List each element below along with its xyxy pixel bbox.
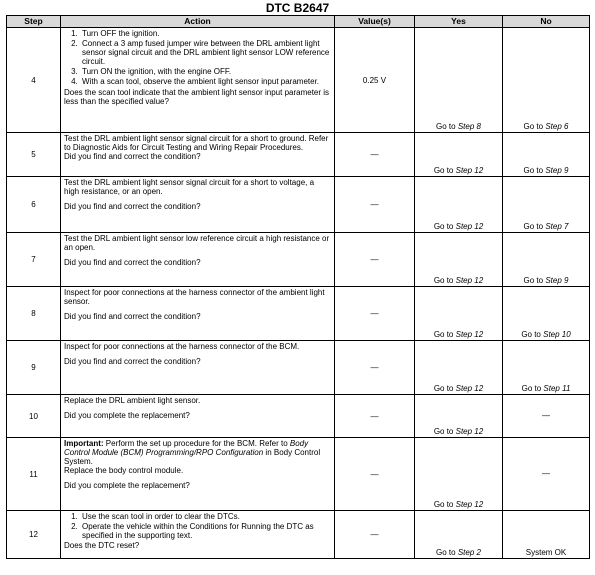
step-number: 8 <box>7 287 61 341</box>
table-row <box>7 287 590 341</box>
column-header-yes: Yes <box>415 16 503 28</box>
action-question: Did you complete the replacement? <box>64 481 190 490</box>
action-list-item: 3. Turn ON the ignition, with the engine OFF. <box>80 67 331 76</box>
step-number: 11 <box>7 438 61 511</box>
action-question: Did you find and correct the condition? <box>64 312 201 321</box>
yes-step-link[interactable]: Step 8 <box>457 122 481 131</box>
yes-prefix: Go to <box>433 166 456 175</box>
page-title: DTC B2647 <box>265 1 330 15</box>
no-step-link[interactable]: Step 9 <box>545 166 569 175</box>
action-list-item: 1. Use the scan tool in order to clear the DTCs. <box>80 512 331 521</box>
yes-cell <box>415 341 503 395</box>
yes-cell <box>415 438 503 511</box>
no-prefix: Go to <box>523 276 546 285</box>
no-step-link[interactable]: Step 10 <box>543 330 571 339</box>
table-header-row <box>7 16 590 28</box>
no-step-link[interactable]: Step 11 <box>543 384 571 393</box>
value-cell: — <box>335 438 415 511</box>
value-cell: 0.25 V <box>335 28 415 133</box>
action-cell <box>61 28 335 133</box>
yes-step-link[interactable]: Step 12 <box>455 166 484 175</box>
yes-prefix: Go to <box>433 427 456 436</box>
yes-cell <box>415 287 503 341</box>
yes-prefix: Go to <box>436 548 458 557</box>
no-prefix: Go to <box>523 166 546 175</box>
action-cell <box>61 395 335 438</box>
action-list <box>64 512 331 540</box>
no-cell <box>503 341 590 395</box>
yes-prefix: Go to <box>433 500 456 509</box>
important-text: in Body Control System. <box>64 448 321 466</box>
value-cell: — <box>335 177 415 233</box>
action-list-item: 2. Operate the vehicle within the Conditions for Running the DTC as specified in the supporting text. <box>80 522 331 540</box>
no-prefix: Go to <box>521 384 544 393</box>
column-header-value: Value(s) <box>335 16 415 28</box>
yes-step-link[interactable]: Step 12 <box>455 222 484 231</box>
table-row <box>7 177 590 233</box>
action-question: Did you find and correct the condition? <box>64 202 201 211</box>
action-list-item: 4. With a scan tool, observe the ambient light sensor input parameter. <box>80 77 331 86</box>
yes-prefix: Go to <box>433 276 456 285</box>
yes-cell <box>415 177 503 233</box>
yes-prefix: Go to <box>433 222 456 231</box>
no-prefix: Go to <box>523 122 546 131</box>
action-question: Did you find and correct the condition? <box>64 357 201 366</box>
important-note <box>64 439 331 466</box>
yes-prefix: Go to <box>436 122 458 131</box>
action-cell <box>61 177 335 233</box>
bcm-programming-link[interactable]: Body Control Module (BCM) Programming/RPO Configuration <box>64 439 309 457</box>
value-cell: — <box>335 341 415 395</box>
table-row <box>7 133 590 177</box>
yes-step-link[interactable]: Step 12 <box>455 330 484 339</box>
value-cell: — <box>335 133 415 177</box>
no-step-link[interactable]: Step 6 <box>545 122 569 131</box>
action-text: Replace the DRL ambient light sensor. <box>64 396 201 405</box>
action-text: Test the DRL ambient light sensor signal circuit for a short to ground. Refer to Diagnostic Aids for Circuit Testing and Wiring Repair Procedures. <box>64 134 329 152</box>
no-cell: — <box>503 395 590 438</box>
action-list-item: 2. Connect a 3 amp fused jumper wire between the DRL ambient light sensor signal circuit and the DRL ambient light sensor LOW reference circuit. <box>80 39 331 66</box>
step-number: 9 <box>7 341 61 395</box>
step-number: 10 <box>7 395 61 438</box>
action-cell <box>61 438 335 511</box>
important-text: Perform the set up procedure for the BCM. Refer to <box>103 439 290 448</box>
yes-cell <box>415 395 503 438</box>
yes-step-link[interactable]: Step 2 <box>457 548 481 557</box>
value-cell: — <box>335 511 415 559</box>
action-question: Did you find and correct the condition? <box>64 152 201 161</box>
table-row <box>7 395 590 438</box>
no-cell <box>503 287 590 341</box>
action-cell <box>61 287 335 341</box>
action-text: Replace the body control module. <box>64 466 184 475</box>
action-list-item: 1. Turn OFF the ignition. <box>80 29 331 38</box>
no-cell <box>503 28 590 133</box>
step-number: 12 <box>7 511 61 559</box>
action-question: Did you find and correct the condition? <box>64 258 201 267</box>
column-header-action: Action <box>61 16 335 28</box>
step-number: 7 <box>7 233 61 287</box>
important-label: Important: <box>64 439 104 448</box>
step-number: 5 <box>7 133 61 177</box>
no-prefix: Go to <box>521 330 544 339</box>
yes-cell <box>415 511 503 559</box>
diagnostic-table <box>6 15 590 559</box>
column-header-no: No <box>503 16 590 28</box>
column-header-step: Step <box>7 16 61 28</box>
action-cell <box>61 133 335 177</box>
yes-step-link[interactable]: Step 12 <box>455 500 484 509</box>
no-cell: System OK <box>503 511 590 559</box>
yes-step-link[interactable]: Step 12 <box>455 276 484 285</box>
action-question: Does the scan tool indicate that the ambient light sensor input parameter is less than the specified value? <box>64 88 330 106</box>
yes-prefix: Go to <box>433 384 456 393</box>
no-step-link[interactable]: Step 7 <box>545 222 569 231</box>
table-row <box>7 341 590 395</box>
value-cell: — <box>335 395 415 438</box>
no-prefix: Go to <box>523 222 546 231</box>
table-row <box>7 233 590 287</box>
yes-cell <box>415 28 503 133</box>
yes-step-link[interactable]: Step 12 <box>455 427 484 436</box>
no-step-link[interactable]: Step 9 <box>545 276 569 285</box>
yes-prefix: Go to <box>433 330 456 339</box>
yes-cell <box>415 133 503 177</box>
table-row <box>7 438 590 511</box>
action-cell <box>61 511 335 559</box>
table-row <box>7 28 590 133</box>
no-cell <box>503 177 590 233</box>
table-row <box>7 511 590 559</box>
value-cell: — <box>335 233 415 287</box>
no-cell: — <box>503 438 590 511</box>
action-cell <box>61 341 335 395</box>
step-number: 6 <box>7 177 61 233</box>
action-list <box>64 29 331 86</box>
action-cell <box>61 233 335 287</box>
action-text: Test the DRL ambient light sensor low reference circuit a high resistance or an open. <box>64 234 330 252</box>
value-cell: — <box>335 287 415 341</box>
no-cell <box>503 233 590 287</box>
action-question: Does the DTC reset? <box>64 541 140 550</box>
yes-step-link[interactable]: Step 12 <box>455 384 484 393</box>
action-question: Did you complete the replacement? <box>64 411 190 420</box>
action-text: Inspect for poor connections at the harness connector of the ambient light sensor. <box>64 288 325 306</box>
no-cell <box>503 133 590 177</box>
action-text: Inspect for poor connections at the harness connector of the BCM. <box>64 342 300 351</box>
action-text: Test the DRL ambient light sensor signal circuit for a short to voltage, a high resistance, or an open. <box>64 178 315 196</box>
step-number: 4 <box>7 28 61 133</box>
yes-cell <box>415 233 503 287</box>
